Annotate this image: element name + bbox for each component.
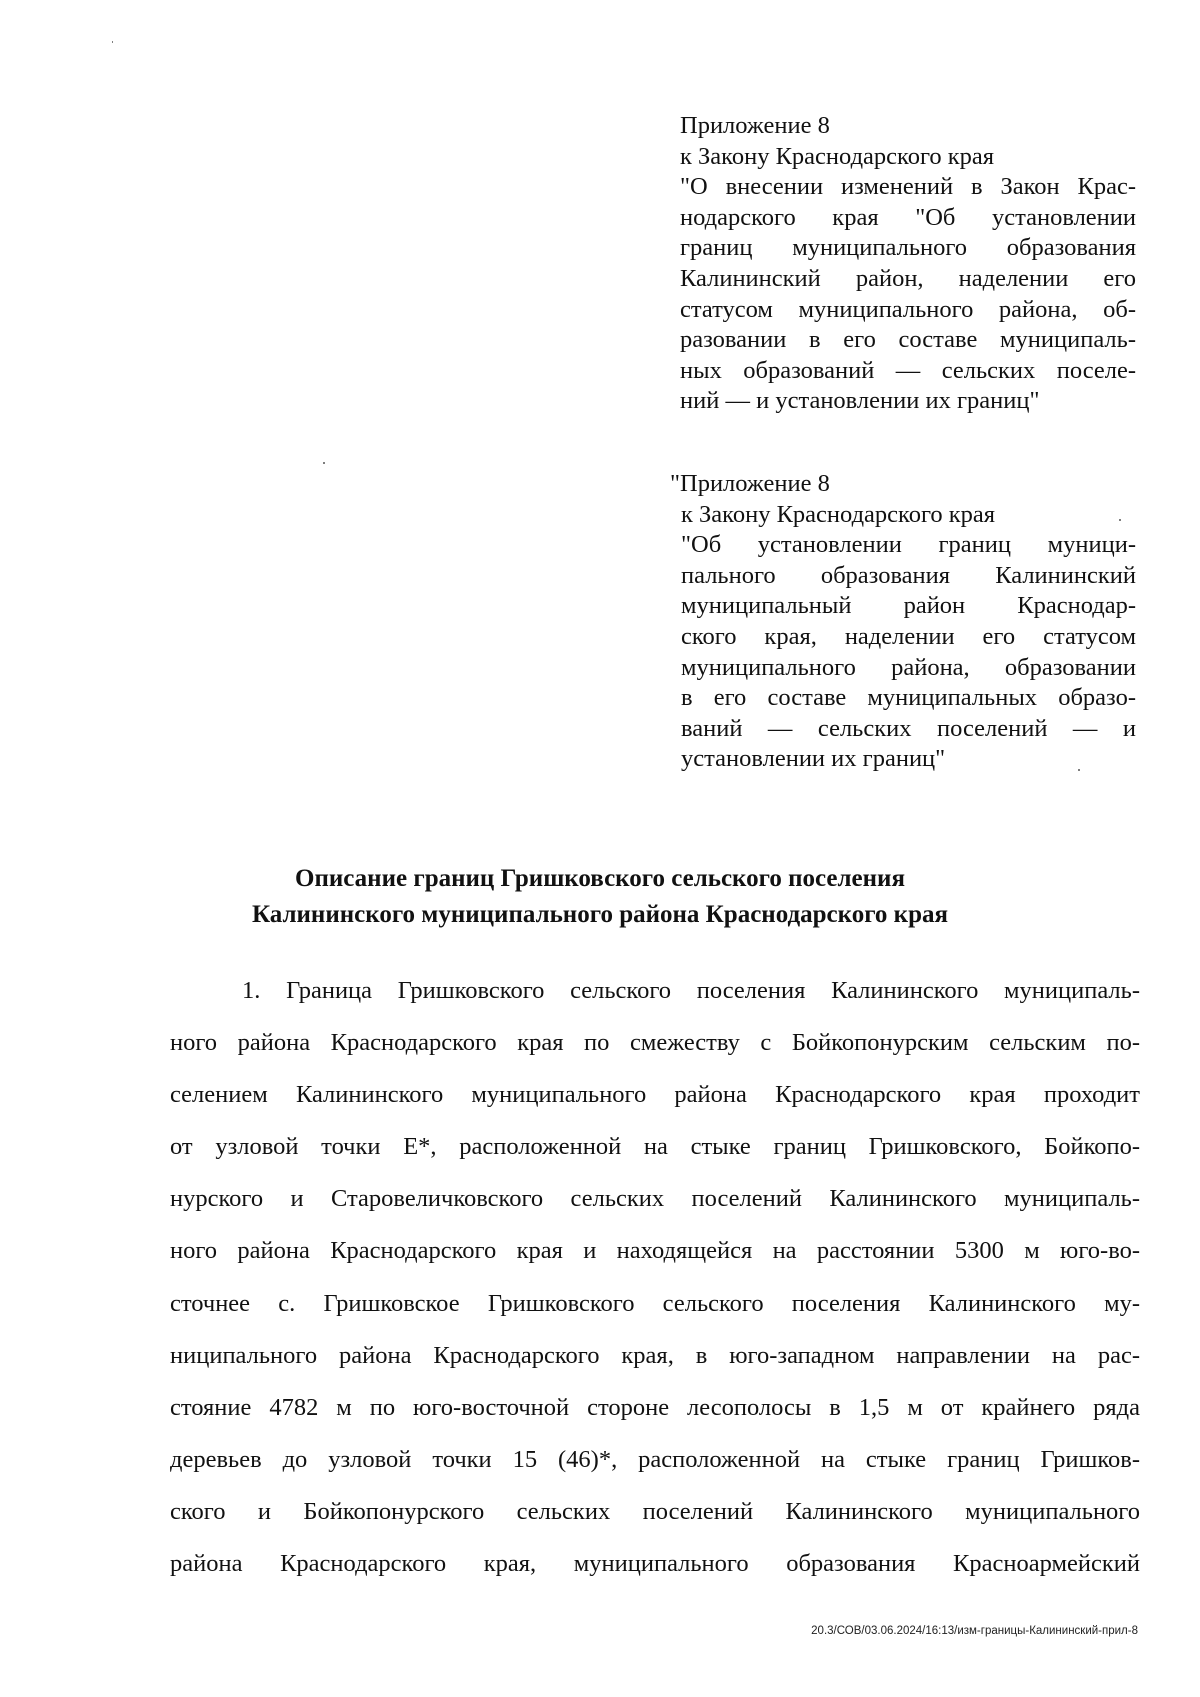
annex-line: муниципальный район Краснодар- <box>681 592 1136 620</box>
annex-line: ний — и установлении их границ" <box>680 387 1040 415</box>
scan-speck <box>1078 769 1080 771</box>
paragraph-line: 1. Граница Гришковского сельского поселения Калининского муниципаль- <box>242 977 1140 1004</box>
paragraph-line: ного района Краснодарского края и находящейся на расстоянии 5300 м юго-во- <box>170 1237 1140 1265</box>
paragraph-line: стояние 4782 м по юго-восточной стороне лесополосы в 1,5 м от крайнего ряда <box>170 1393 1140 1421</box>
annex-line: нодарского края "Об установлении <box>680 203 1136 231</box>
paragraph-line: ниципального района Краснодарского края, в юго-западном направлении на рас- <box>170 1341 1140 1369</box>
paragraph-line: селением Калининского муниципального района Краснодарского края проходит <box>170 1081 1140 1109</box>
paragraph-line: сточнее с. Гришковское Гришковского сельского поселения Калининского му- <box>170 1289 1140 1317</box>
annex-line: разовании в его составе муниципаль- <box>680 326 1136 354</box>
annex-header-quoted <box>670 469 1136 775</box>
scan-speck <box>1119 519 1121 521</box>
document-title-line-1: Описание границ Гришковского сельского поселения <box>295 865 905 892</box>
annex-line: к Закону Краснодарского края <box>680 142 995 170</box>
annex-header-current <box>680 111 1136 417</box>
paragraph-line: нурского и Старовеличковского сельских поселений Калининского муниципаль- <box>170 1185 1140 1213</box>
annex-line: "О внесении изменений в Закон Крас- <box>680 173 1136 201</box>
scan-speck <box>323 462 325 464</box>
annex-line: ского края, наделении его статусом <box>681 622 1136 650</box>
annex-line: статусом муниципального района, об- <box>680 295 1136 323</box>
annex-line: в его составе муниципальных образо- <box>681 684 1136 712</box>
document-title-line-2: Калининского муниципального района Краснодарского края <box>251 901 949 928</box>
annex-line: пального образования Калининский <box>681 561 1136 589</box>
paragraph-line: от узловой точки Е*, расположенной на стыке границ Гришковского, Бойкопо- <box>170 1133 1140 1161</box>
annex-line: "Об установлении границ муници- <box>681 531 1136 559</box>
annex-line: к Закону Краснодарского края <box>681 500 996 528</box>
document-footer-code: 20.3/СОВ/03.06.2024/16:13/изм-границы-Калининский-прил-8 <box>811 1625 1138 1637</box>
annex-line: ваний — сельских поселений — и <box>681 714 1136 742</box>
annex-line: установлении их границ" <box>681 745 946 773</box>
scan-speck <box>112 41 113 43</box>
annex-line: Приложение 8 <box>680 112 830 139</box>
annex-line: "Приложение 8 <box>670 470 830 497</box>
paragraph-line: района Краснодарского края, муниципального образования Красноармейский <box>170 1550 1140 1578</box>
annex-line: муниципального района, образовании <box>681 653 1136 681</box>
body-paragraph <box>170 965 1140 1590</box>
paragraph-line: деревьев до узловой точки 15 (46)*, расположенной на стыке границ Гришков- <box>170 1445 1140 1473</box>
paragraph-line: ского и Бойкопонурского сельских поселений Калининского муниципального <box>170 1497 1140 1525</box>
annex-line: границ муниципального образования <box>680 234 1136 262</box>
annex-line: Калининский район, наделении его <box>680 264 1136 292</box>
paragraph-line: ного района Краснодарского края по смежеству с Бойкопонурским сельским по- <box>170 1029 1140 1057</box>
annex-line: ных образований — сельских поселе- <box>680 356 1136 384</box>
